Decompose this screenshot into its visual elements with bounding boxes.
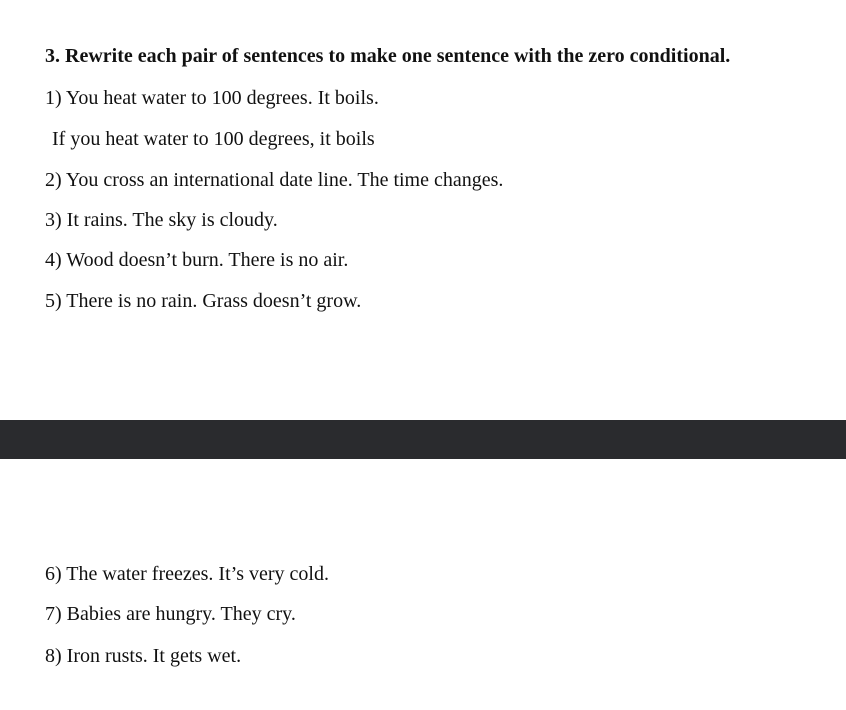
exercise-item-6: 6) The water freezes. It’s very cold. xyxy=(45,563,329,585)
exercise-item-2: 2) You cross an international date line. The time changes. xyxy=(45,169,504,191)
exercise-heading: 3. Rewrite each pair of sentences to make one sentence with the zero conditional. xyxy=(45,45,731,67)
exercise-item-7: 7) Babies are hungry. They cry. xyxy=(45,603,296,625)
exercise-item-3: 3) It rains. The sky is cloudy. xyxy=(45,209,278,231)
exercise-item-5: 5) There is no rain. Grass doesn’t grow. xyxy=(45,290,362,312)
page-separator-bar xyxy=(0,420,846,459)
document-page-bottom xyxy=(0,459,846,710)
exercise-answer-1: If you heat water to 100 degrees, it boils xyxy=(52,128,375,150)
exercise-item-4: 4) Wood doesn’t burn. There is no air. xyxy=(45,249,349,271)
exercise-item-1: 1) You heat water to 100 degrees. It boils. xyxy=(45,87,379,109)
exercise-item-8: 8) Iron rusts. It gets wet. xyxy=(45,645,242,667)
